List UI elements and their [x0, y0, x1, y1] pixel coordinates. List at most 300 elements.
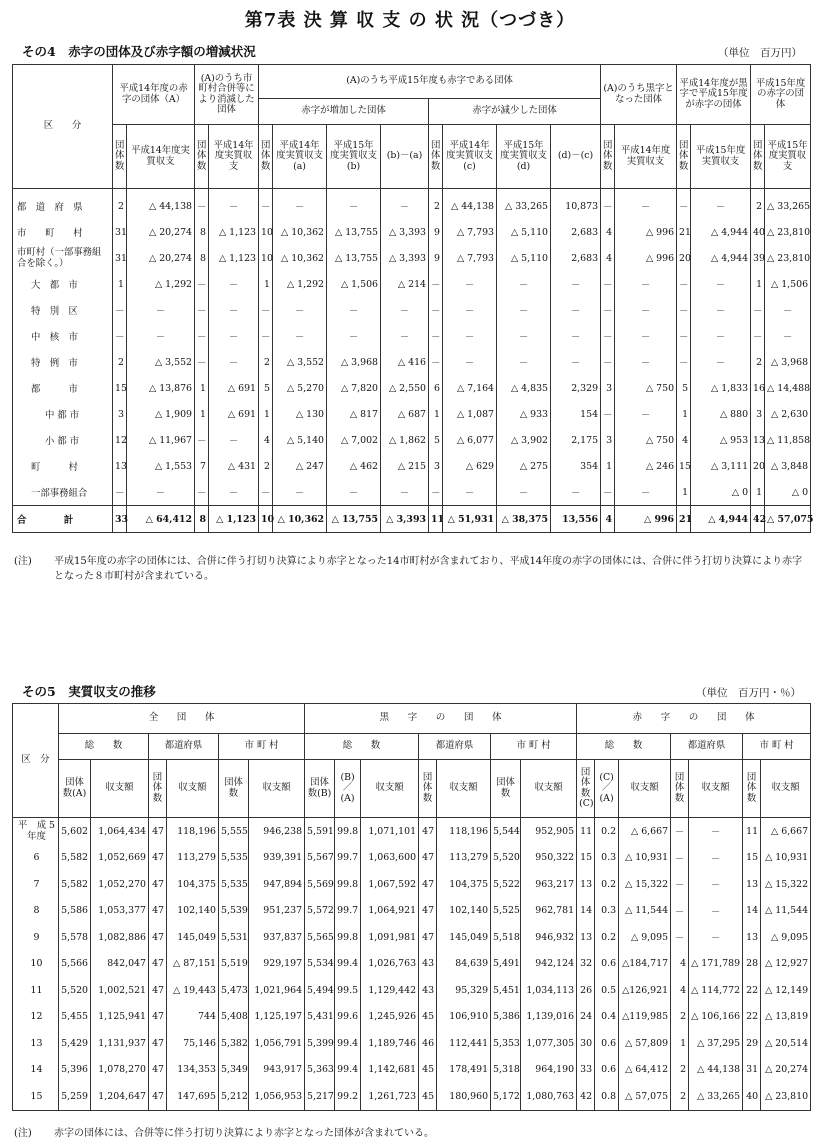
table-cell: 5,519 — [219, 951, 249, 978]
table-cell: △ 7,793 — [443, 219, 497, 245]
header-dantaisu: 団体数 — [219, 760, 249, 818]
table-cell: 47 — [149, 1057, 167, 1084]
table-cell: △ 51,931 — [443, 506, 497, 533]
table-cell: － — [689, 845, 743, 872]
table-cell: 4 — [601, 245, 615, 271]
table-cell: 13 — [743, 871, 761, 898]
header-pref: 都道府県 — [149, 734, 219, 760]
table-cell: 5,353 — [491, 1030, 521, 1057]
table-cell: △ 15,322 — [619, 871, 671, 898]
table-cell: △ 4,944 — [691, 506, 751, 533]
table-cell: 5,494 — [305, 977, 335, 1004]
table-cell: △ 1,123 — [209, 219, 259, 245]
section5-note: 赤字の団体には、合併等に伴う打切り決算により赤字となった団体が含まれている。 — [54, 1128, 434, 1139]
table-cell: － — [127, 297, 195, 323]
header-h14: 平成14年度実質収支 — [209, 125, 259, 189]
section4-note-mark: (注) — [14, 556, 32, 567]
table-cell: △ 5,270 — [273, 375, 327, 401]
table-cell: △ 87,151 — [167, 951, 219, 978]
row-label: 6 — [13, 845, 59, 872]
header-increased: 赤字が増加した団体 — [259, 99, 429, 125]
table-cell: － — [381, 479, 429, 506]
table-cell: － — [671, 898, 689, 925]
table-cell: 3 — [601, 427, 615, 453]
header-amount: 収支額 — [689, 760, 743, 818]
table-cell: 47 — [149, 898, 167, 925]
header-kubun: 区 分 — [13, 65, 113, 189]
table-cell: － — [259, 479, 273, 506]
table-cell: 99.6 — [335, 1004, 361, 1031]
table-cell: 5,534 — [305, 951, 335, 978]
table-cell: 1,056,953 — [249, 1083, 305, 1110]
table-cell: － — [497, 297, 551, 323]
table-cell: 24 — [577, 1004, 595, 1031]
table-row — [13, 401, 811, 427]
table-row — [13, 871, 811, 898]
table-cell: 1 — [113, 271, 127, 297]
header-amount: 収支額 — [361, 760, 419, 818]
table-cell: △ 6,667 — [619, 818, 671, 845]
table-cell: 8 — [195, 245, 209, 271]
row-label: 14 — [13, 1057, 59, 1084]
table-cell: － — [429, 271, 443, 297]
table-cell: 5,535 — [219, 871, 249, 898]
row-label: 8 — [13, 898, 59, 925]
header-all: 全 団 体 — [59, 704, 305, 734]
header-dantaisu: 団体数 — [419, 760, 437, 818]
table-cell: 943,917 — [249, 1057, 305, 1084]
table-cell: 11 — [577, 818, 595, 845]
table-cell: － — [601, 479, 615, 506]
table-cell: 47 — [419, 924, 437, 951]
table-cell: 1,261,723 — [361, 1083, 419, 1110]
table-cell: △ 64,412 — [127, 506, 195, 533]
table-cell: 5,429 — [59, 1030, 91, 1057]
table-cell: 947,894 — [249, 871, 305, 898]
table-cell: △ 12,149 — [761, 977, 811, 1004]
row-label: 13 — [13, 1030, 59, 1057]
table-cell: 5,566 — [59, 951, 91, 978]
table-cell: 102,140 — [437, 898, 491, 925]
table-cell: － — [671, 818, 689, 845]
table-cell: △ 10,362 — [273, 506, 327, 533]
table-cell: － — [615, 349, 677, 375]
header-dantaisu: 団体数 — [149, 760, 167, 818]
row-label: 小 都 市 — [13, 427, 113, 453]
table-cell: － — [429, 297, 443, 323]
row-label: 一部事務組合 — [13, 479, 113, 506]
table-cell: 22 — [743, 1004, 761, 1031]
table-row — [13, 506, 811, 533]
table-cell: － — [381, 189, 429, 220]
table-cell: － — [551, 323, 601, 349]
header-h14: 平成14年度実質収支 — [615, 125, 677, 189]
table-cell: 5,212 — [219, 1083, 249, 1110]
table-cell: － — [381, 297, 429, 323]
table-cell: △ 130 — [273, 401, 327, 427]
table-cell: △ 1,553 — [127, 453, 195, 479]
table-cell: 5,408 — [219, 1004, 249, 1031]
table-cell: 5,544 — [491, 818, 521, 845]
table-cell: － — [209, 323, 259, 349]
header-h15: 平成15年度実質収支 — [691, 125, 751, 189]
header-muni: 市 町 村 — [491, 734, 577, 760]
table-cell: － — [497, 323, 551, 349]
table-cell: － — [127, 323, 195, 349]
table-cell: 84,639 — [437, 951, 491, 978]
table-cell: △ 57,075 — [619, 1083, 671, 1110]
table-row — [13, 349, 811, 375]
table-cell: △ 13,755 — [327, 245, 381, 271]
table-cell: － — [671, 924, 689, 951]
table-cell: 5,602 — [59, 818, 91, 845]
table-row — [13, 375, 811, 401]
table-cell: 2,175 — [551, 427, 601, 453]
table-cell: △ 1,506 — [765, 271, 811, 297]
table-cell: 106,910 — [437, 1004, 491, 1031]
table-cell: △ 114,772 — [689, 977, 743, 1004]
table-cell: △ 37,295 — [689, 1030, 743, 1057]
table-cell: △ 1,292 — [273, 271, 327, 297]
table-cell: 47 — [149, 818, 167, 845]
table-cell: 113,279 — [437, 845, 491, 872]
table-cell: － — [209, 297, 259, 323]
table-cell: － — [273, 189, 327, 220]
table-cell: － — [689, 818, 743, 845]
table-cell: － — [615, 323, 677, 349]
table-cell: 962,781 — [521, 898, 577, 925]
header-total: 総 数 — [305, 734, 419, 760]
table-cell: 0.4 — [595, 1004, 619, 1031]
table-cell: △ 1,292 — [127, 271, 195, 297]
table-cell: － — [443, 479, 497, 506]
table-cell: － — [113, 297, 127, 323]
table-cell: △ 13,819 — [761, 1004, 811, 1031]
table-cell: 2 — [113, 189, 127, 220]
table-cell: 95,329 — [437, 977, 491, 1004]
table-cell: 154 — [551, 401, 601, 427]
table-cell: 43 — [419, 951, 437, 978]
table-cell: 1,204,647 — [91, 1083, 149, 1110]
table-cell: － — [677, 189, 691, 220]
header-amount: 収支額 — [521, 760, 577, 818]
row-label: 12 — [13, 1004, 59, 1031]
table-cell: 15 — [113, 375, 127, 401]
table-cell: △ 416 — [381, 349, 429, 375]
table-cell: △ 5,110 — [497, 219, 551, 245]
table-cell: △ 23,810 — [765, 245, 811, 271]
table-row — [13, 951, 811, 978]
table-cell: △ 7,164 — [443, 375, 497, 401]
table-cell: － — [677, 271, 691, 297]
table-cell: 5,578 — [59, 924, 91, 951]
table-cell: 13 — [577, 924, 595, 951]
table-cell: － — [443, 323, 497, 349]
table-cell: △ 44,138 — [443, 189, 497, 220]
row-label: 10 — [13, 951, 59, 978]
header-h14: 平成14年度実質収支 — [127, 125, 195, 189]
table-cell: 99.5 — [335, 977, 361, 1004]
table-cell: － — [209, 427, 259, 453]
table-cell: － — [497, 479, 551, 506]
table-cell: 47 — [149, 924, 167, 951]
table-cell: － — [765, 323, 811, 349]
table-cell: 99.4 — [335, 1030, 361, 1057]
table-cell: 75,146 — [167, 1030, 219, 1057]
table-cell: 2,329 — [551, 375, 601, 401]
table-cell: 1,139,016 — [521, 1004, 577, 1031]
table-cell: △ 19,443 — [167, 977, 219, 1004]
table-cell: △ 3,848 — [765, 453, 811, 479]
table-cell: △ 431 — [209, 453, 259, 479]
table-row — [13, 1030, 811, 1057]
table-cell: 8 — [195, 219, 209, 245]
table-cell: △ 4,944 — [691, 219, 751, 245]
table-cell: 33 — [113, 506, 127, 533]
table-cell: △ 57,809 — [619, 1030, 671, 1057]
table-cell: △ 10,931 — [619, 845, 671, 872]
table-cell: 2 — [671, 1057, 689, 1084]
table-cell: 1,026,763 — [361, 951, 419, 978]
table-cell: － — [209, 479, 259, 506]
table-cell: 9 — [429, 219, 443, 245]
table-cell: 5,382 — [219, 1030, 249, 1057]
section4-title: その4 赤字の団体及び赤字額の増減状況 — [22, 44, 256, 59]
table-cell: △ 1,087 — [443, 401, 497, 427]
table-cell: △ 750 — [615, 427, 677, 453]
table-cell: － — [429, 479, 443, 506]
header-dc: (d)－(c) — [551, 125, 601, 189]
table-cell: － — [551, 349, 601, 375]
header-ratio-ba: (B)／(A) — [335, 760, 361, 818]
table-cell: 5,518 — [491, 924, 521, 951]
table-cell: 4 — [259, 427, 273, 453]
row-label: 町 村 — [13, 453, 113, 479]
table-cell: 2 — [671, 1083, 689, 1110]
table-cell: 47 — [149, 1083, 167, 1110]
table-cell: 26 — [577, 977, 595, 1004]
table-cell: 9 — [429, 245, 443, 271]
table-cell: △ 215 — [381, 453, 429, 479]
table-cell: 1 — [259, 271, 273, 297]
table-cell: 104,375 — [437, 871, 491, 898]
table-cell: △ 3,111 — [691, 453, 751, 479]
table-cell: 47 — [149, 871, 167, 898]
table-cell: △ 7,002 — [327, 427, 381, 453]
table-cell: 2 — [429, 189, 443, 220]
table-cell: － — [259, 297, 273, 323]
table-cell: △ 33,265 — [689, 1083, 743, 1110]
table-cell: 5,555 — [219, 818, 249, 845]
table-cell: － — [273, 479, 327, 506]
table-cell: － — [381, 323, 429, 349]
table-cell: △ 44,138 — [127, 189, 195, 220]
table-cell: △ 1,862 — [381, 427, 429, 453]
header-amount: 収支額 — [619, 760, 671, 818]
header-dantaisu-c: 団体数(C) — [577, 760, 595, 818]
table-cell: 1,245,926 — [361, 1004, 419, 1031]
row-label: 市 町 村 — [13, 219, 113, 245]
table-cell: － — [209, 189, 259, 220]
row-label: 特 例 市 — [13, 349, 113, 375]
table-cell: 5,473 — [219, 977, 249, 1004]
table-cell: 0.2 — [595, 871, 619, 898]
row-label: 合 計 — [13, 506, 113, 533]
table-cell: 15 — [677, 453, 691, 479]
table-cell: － — [691, 189, 751, 220]
table-cell: － — [327, 323, 381, 349]
table-cell: 842,047 — [91, 951, 149, 978]
table-cell: 1,091,981 — [361, 924, 419, 951]
table-cell: △ 13,755 — [327, 219, 381, 245]
table-cell: △ 1,123 — [209, 245, 259, 271]
table-cell: 20 — [677, 245, 691, 271]
table-cell: △ 629 — [443, 453, 497, 479]
table-cell: 47 — [419, 871, 437, 898]
header-decreased: 赤字が減少した団体 — [429, 99, 601, 125]
table-cell: 1 — [751, 271, 765, 297]
table-cell: 45 — [419, 1083, 437, 1110]
table-cell: 5,525 — [491, 898, 521, 925]
table-cell: △184,717 — [619, 951, 671, 978]
table-cell: － — [691, 271, 751, 297]
header-pref: 都道府県 — [419, 734, 491, 760]
table-cell: 13 — [743, 924, 761, 951]
row-label: 中 核 市 — [13, 323, 113, 349]
table-cell: 1 — [601, 453, 615, 479]
table-cell: － — [601, 323, 615, 349]
table-cell: 99.8 — [335, 871, 361, 898]
row-label: 9 — [13, 924, 59, 951]
table-cell: － — [691, 349, 751, 375]
table-cell: 47 — [419, 818, 437, 845]
table-cell: △ 1,833 — [691, 375, 751, 401]
table-cell: － — [689, 924, 743, 951]
table-cell: 946,238 — [249, 818, 305, 845]
section4-note: 平成15年度の赤字の団体には、合併に伴う打切り決算により赤字となった14市町村が含まれており、平成14年度の赤字の団体には、合併に伴う打切り決算により赤字となった８市町村が含まれている。 — [54, 556, 803, 582]
table-cell: 29 — [743, 1030, 761, 1057]
table-cell: － — [327, 189, 381, 220]
table-cell: 1,064,434 — [91, 818, 149, 845]
table-cell: 30 — [577, 1030, 595, 1057]
section5-title: その5 実質収支の推移 — [22, 684, 156, 699]
table-cell: 99.7 — [335, 845, 361, 872]
table-cell: 5 — [677, 375, 691, 401]
header-dantaisu: 団体数 — [601, 125, 615, 189]
table-cell: － — [601, 349, 615, 375]
table-cell: 102,140 — [167, 898, 219, 925]
table-cell: 744 — [167, 1004, 219, 1031]
table-row — [13, 453, 811, 479]
table-cell: 22 — [743, 977, 761, 1004]
table-cell: △ 33,265 — [497, 189, 551, 220]
header-h15b: 平成15年度実質収支(b) — [327, 125, 381, 189]
table-cell: 13 — [751, 427, 765, 453]
table-cell: － — [259, 323, 273, 349]
row-label: 市町村（一部事務組合を除く。） — [13, 245, 113, 271]
table-cell: － — [677, 297, 691, 323]
table-row — [13, 323, 811, 349]
table-cell: △ 0 — [765, 479, 811, 506]
table-cell: △ 171,789 — [689, 951, 743, 978]
table-cell: 145,049 — [437, 924, 491, 951]
table-cell: 47 — [419, 898, 437, 925]
table-cell: △ 3,393 — [381, 219, 429, 245]
deficit-change-table — [12, 64, 814, 533]
table-cell: 39 — [751, 245, 765, 271]
table-cell: △ 11,858 — [765, 427, 811, 453]
table-cell: △126,921 — [619, 977, 671, 1004]
header-surplus: (A)のうち黒字となった団体 — [601, 65, 677, 125]
table-cell: △ 933 — [497, 401, 551, 427]
table-cell: － — [551, 297, 601, 323]
table-cell: △ 13,755 — [327, 506, 381, 533]
table-cell: 5,582 — [59, 845, 91, 872]
table-cell: 4 — [601, 506, 615, 533]
table-cell: 3 — [113, 401, 127, 427]
header-dantaisu-b: 団体数(B) — [305, 760, 335, 818]
table-row — [13, 845, 811, 872]
table-cell: 1,082,886 — [91, 924, 149, 951]
table-cell: － — [273, 297, 327, 323]
table-cell: 5,396 — [59, 1057, 91, 1084]
table-cell: － — [443, 297, 497, 323]
table-cell: △ 247 — [273, 453, 327, 479]
table-cell: △ 6,077 — [443, 427, 497, 453]
table-row — [13, 1004, 811, 1031]
table-cell: 32 — [577, 951, 595, 978]
table-cell: 2 — [751, 189, 765, 220]
table-cell: 99.8 — [335, 924, 361, 951]
table-cell: － — [689, 871, 743, 898]
table-cell: △ 7,820 — [327, 375, 381, 401]
table-cell: 929,197 — [249, 951, 305, 978]
header-h14c: 平成14年度実質収支(c) — [443, 125, 497, 189]
table-cell: △ 3,552 — [273, 349, 327, 375]
table-cell: － — [273, 323, 327, 349]
table-cell: 1 — [429, 401, 443, 427]
table-cell: 5,569 — [305, 871, 335, 898]
table-cell: － — [615, 297, 677, 323]
table-cell: 0.8 — [595, 1083, 619, 1110]
table-cell: △ 64,412 — [619, 1057, 671, 1084]
table-cell: 1,053,377 — [91, 898, 149, 925]
table-cell: 113,279 — [167, 845, 219, 872]
header-dantaisu: 団体数 — [743, 760, 761, 818]
table-cell: 10 — [259, 219, 273, 245]
table-cell: △ 11,544 — [619, 898, 671, 925]
table-cell: △ 20,514 — [761, 1030, 811, 1057]
table-cell: 13 — [113, 453, 127, 479]
table-cell: △ 38,375 — [497, 506, 551, 533]
table-cell: 0.2 — [595, 924, 619, 951]
table-cell: △ 2,550 — [381, 375, 429, 401]
table-cell: △ 1,909 — [127, 401, 195, 427]
header-h14a: 平成14年度実質収支(a) — [273, 125, 327, 189]
table-cell: － — [751, 323, 765, 349]
table-cell: 1,080,763 — [521, 1083, 577, 1110]
table-cell: 14 — [577, 898, 595, 925]
table-cell: 952,905 — [521, 818, 577, 845]
header-kubun: 区 分 — [13, 704, 59, 818]
table-cell: 5,363 — [305, 1057, 335, 1084]
table-cell: 42 — [577, 1083, 595, 1110]
table-cell: 47 — [149, 1030, 167, 1057]
table-cell: － — [195, 271, 209, 297]
table-cell: 5 — [259, 375, 273, 401]
header-new-deficit: 平成14年度が黒字で平成15年度が赤字の団体 — [677, 65, 751, 125]
table-cell: － — [615, 271, 677, 297]
